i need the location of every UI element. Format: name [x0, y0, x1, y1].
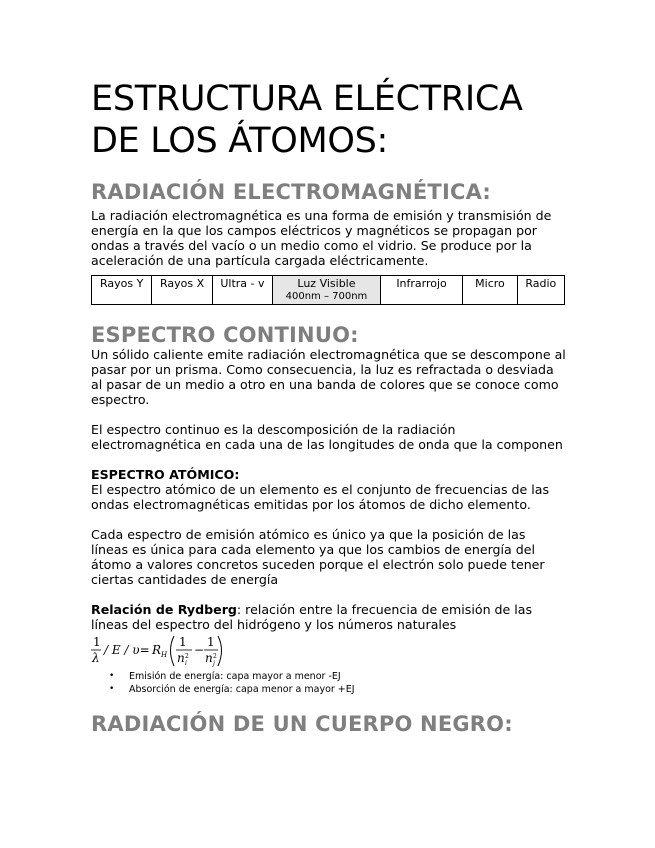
rydberg-formula-svg: [91, 633, 291, 669]
list-item-emision: • Emisión de energía: capa mayor a menor -EJ: [129, 670, 566, 683]
rydberg-formula: [91, 633, 566, 669]
formula-r: R: [152, 643, 162, 657]
heading-cuerpo-negro: RADIACIÓN DE UN CUERPO NEGRO:: [91, 712, 513, 736]
formula-h: H: [161, 651, 168, 659]
title-line-2: DE LOS ÁTOMOS:: [91, 121, 389, 161]
rydberg-text: : relación entre la frecuencia de emisión de las líneas del espectro del hidrógeno y los números naturales: [91, 602, 533, 632]
paragraph-rydberg: [91, 602, 566, 632]
formula-nj: n: [205, 651, 213, 665]
paragraph-continuo-1: Un sólido caliente emite radiación electromagnética que se descompone al pasar por un prisma. Como consecuencia, la luz es refractada o desviada al pasar de un medio a otro en una banda de colores que se conoce como espectro.: [91, 347, 566, 407]
luz-visible-label: Luz Visible: [297, 277, 356, 290]
document-title: [91, 78, 566, 162]
title-line-1: ESTRUCTURA ELÉCTRICA: [91, 79, 523, 119]
spectrum-cell-radio: Radio: [517, 276, 564, 305]
rydberg-label: Relación de Rydberg: [91, 602, 237, 617]
formula-ni: n: [177, 651, 185, 665]
spectrum-cell-luz-visible: [273, 276, 381, 305]
formula-mid: / E / υ=: [104, 643, 150, 657]
paragraph-radiacion: La radiación electromagnética es una forma de emisión y transmisión de energía en la que los campos eléctricos y magnéticos se propagan por ondas a través del vacío o un medio como el vidrio. Se produce por la aceleración de una partícula cargada eléctricamente.: [91, 208, 552, 268]
spectrum-cell-rayos-x: Rayos X: [152, 276, 212, 305]
spectrum-cell-ultravioleta: Ultra - v: [212, 276, 272, 305]
spectrum-cell-infrarrojo: Infrarrojo: [380, 276, 463, 305]
paragraph-atomico-1: El espectro atómico de un elemento es el conjunto de frecuencias de las ondas electromagnéticas emitidas por los átomos de dicho elemento.: [91, 482, 550, 512]
formula-sq1: 2: [185, 653, 189, 660]
list-item-absorcion: • Absorción de energía: capa menor a mayor +EJ: [129, 683, 566, 696]
formula-one-a: 1: [93, 635, 101, 649]
heading-radiacion: RADIACIÓN ELECTROMAGNÉTICA:: [91, 180, 492, 204]
paragraph-atomico-2: Cada espectro de emisión atómico es único ya que la posición de las líneas es única para cada elemento ya que los cambios de energía del átomo a valores concretos suceden porque el electrón solo puede tener ciertas cantidades de energía: [91, 527, 545, 587]
heading-continuo: ESPECTRO CONTINUO:: [91, 323, 359, 347]
formula-j: j: [213, 660, 215, 667]
formula-sq2: 2: [213, 653, 217, 660]
formula-one-b: 1: [179, 635, 187, 649]
formula-lambda: λ: [92, 651, 100, 665]
spectrum-cell-rayos-y: Rayos Y: [92, 276, 152, 305]
spectrum-table: [91, 275, 565, 305]
formula-minus: −: [194, 643, 205, 657]
luz-visible-range: 400nm – 700nm: [285, 291, 368, 302]
spectrum-cell-micro: Micro: [463, 276, 517, 305]
formula-one-c: 1: [207, 635, 215, 649]
document-page: [91, 78, 566, 736]
spectrum-row: [92, 276, 565, 305]
formula-i: i: [185, 660, 187, 667]
heading-atomico: ESPECTRO ATÓMICO:: [91, 467, 240, 482]
paragraph-continuo-2: El espectro continuo es la descomposición de la radiación electromagnética en cada una de las longitudes de onda que la componen: [91, 422, 563, 452]
energy-list: [91, 670, 566, 696]
